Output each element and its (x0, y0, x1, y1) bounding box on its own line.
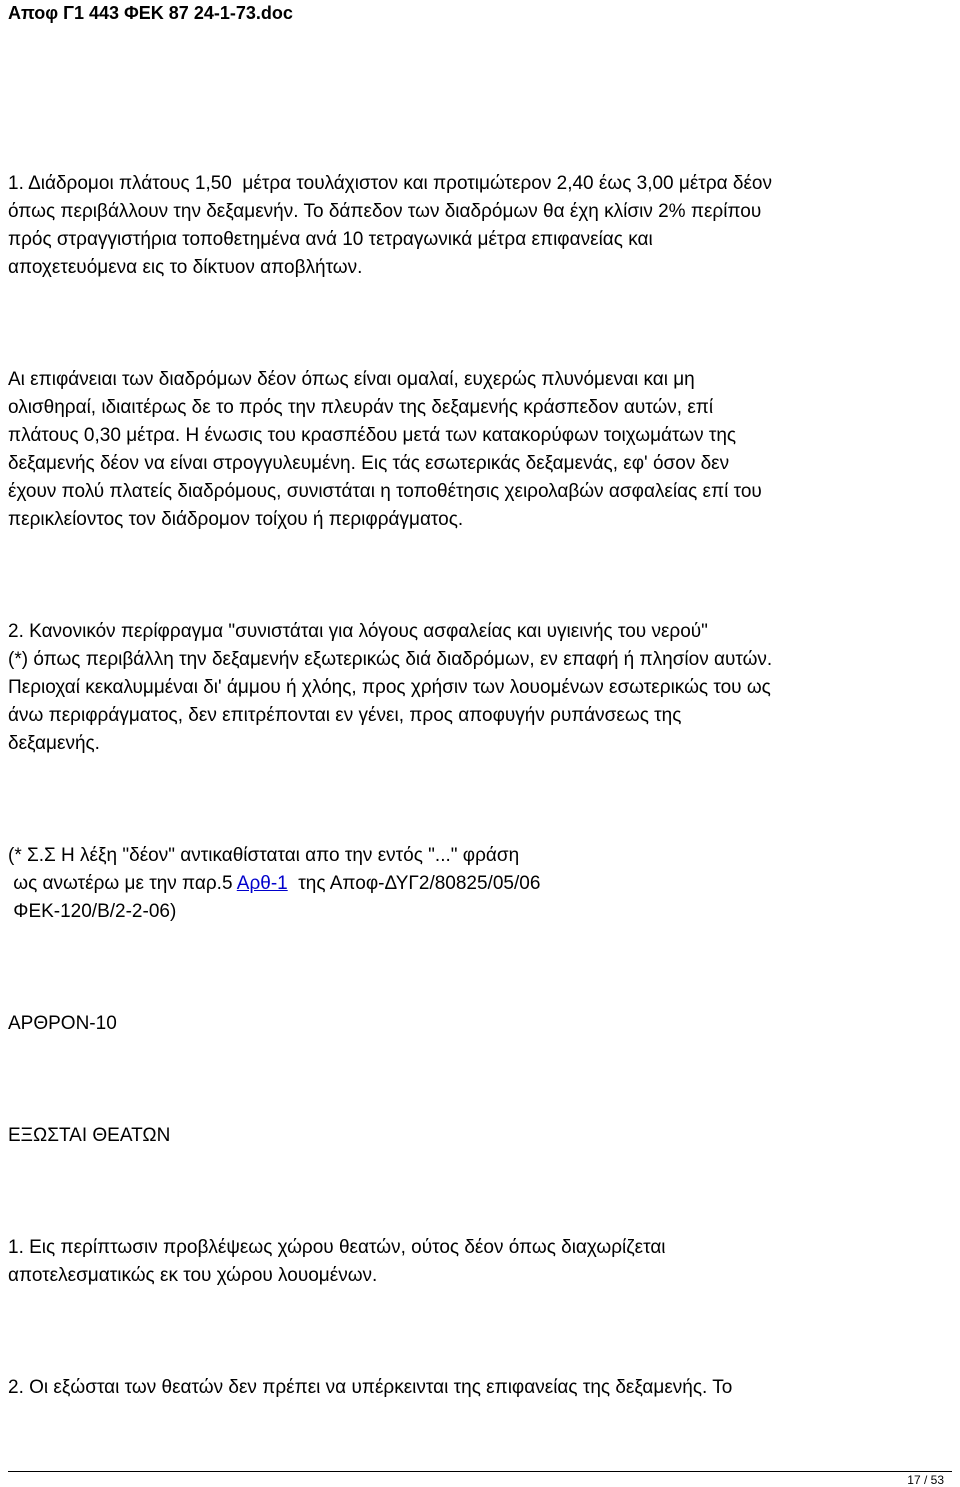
footnote-line (8, 872, 540, 896)
text-line: 1. Εις περίπτωσιν προβλέψεως χώρου θεατών, ούτος δέον όπως διαχωρίζεται (8, 1237, 666, 1258)
footnote-text: της Αποφ-ΔΥΓ2/80825/05/06 (287, 873, 541, 894)
footer-divider (8, 1471, 952, 1472)
text-line: 2. Οι εξώσται των θεατών δεν πρέπει να υπέρκεινται της επιφανείας της δεξαμενής. Το (8, 1377, 733, 1398)
document-title: Αποφ Γ1 443 ΦΕΚ 87 24-1-73.doc (8, 3, 293, 23)
article-link[interactable]: Αρθ-1 (236, 873, 288, 894)
page-number: 17 / 53 (907, 1473, 944, 1487)
footnote-line: ΦΕΚ-120/Β/2-2-06) (8, 901, 177, 922)
text-line: άνω περιφράγματος, δεν επιτρέπονται εν γένει, προς αποφυγήν ρυπάνσεως της (8, 705, 682, 726)
text-line: 2. Κανονικόν περίφραγμα "συνιστάται για λόγους ασφαλείας και υγιεινής του νερού" (8, 621, 708, 642)
text-line: Αι επιφάνειαι των διαδρόμων δέον όπως είναι ομαλαί, ευχερώς πλυνόμεναι και μη (8, 369, 695, 390)
text-line: ολισθηραί, ιδιαιτέρως δε το πρός την πλευράν της δεξαμενής κράσπεδον αυτών, επί (8, 397, 714, 418)
text-line: πρός στραγγιστήρια τοποθετημένα ανά 10 τετραγωνικά μέτρα επιφανείας και (8, 229, 653, 250)
text-line: δεξαμενής. (8, 733, 100, 754)
article-heading: ΑΡΘΡΟΝ-10 (8, 1013, 117, 1034)
text-line: περικλείοντος τον διάδρομον τοίχου ή περιφράγματος. (8, 509, 464, 530)
footnote-text: ως ανωτέρω με την παρ.5 (8, 873, 237, 894)
text-line: πλάτους 0,30 μέτρα. Η ένωσις του κρασπέδου μετά των κατακορύφων τοιχωμάτων της (8, 425, 737, 446)
text-line: 1. Διάδρομοι πλάτους 1,50 μέτρα τουλάχιστον και προτιμώτερον 2,40 έως 3,00 μέτρα δέον (8, 173, 772, 194)
text-line: όπως περιβάλλουν την δεξαμενήν. Το δάπεδον των διαδρόμων θα έχη κλίσιν 2% περίπου (8, 201, 762, 222)
text-line: αποχετευόμενα εις το δίκτυον αποβλήτων. (8, 257, 363, 278)
text-line: Περιοχαί κεκαλυμμέναι δι' άμμου ή χλόης, προς χρήσιν των λουομένων εσωτερικώς του ως (8, 677, 771, 698)
text-line: αποτελεσματικώς εκ του χώρου λουομένων. (8, 1265, 378, 1286)
section-heading: ΕΞΩΣΤΑΙ ΘΕΑΤΩΝ (8, 1125, 171, 1146)
text-line: (*) όπως περιβάλλη την δεξαμενήν εξωτερικώς διά διαδρόμων, εν επαφή ή πλησίον αυτών. (8, 649, 773, 670)
text-line: δεξαμενής δέον να είναι στρογγυλευμένη. Εις τάς εσωτερικάς δεξαμενάς, εφ' όσον δεν (8, 453, 730, 474)
footnote-line: (* Σ.Σ Η λέξη "δέον" αντικαθίσταται απο την εντός "..." φράση (8, 845, 520, 866)
text-line: έχουν πολύ πλατείς διαδρόμους, συνιστάται η τοποθέτησις χειρολαβών ασφαλείας επί του (8, 481, 762, 502)
